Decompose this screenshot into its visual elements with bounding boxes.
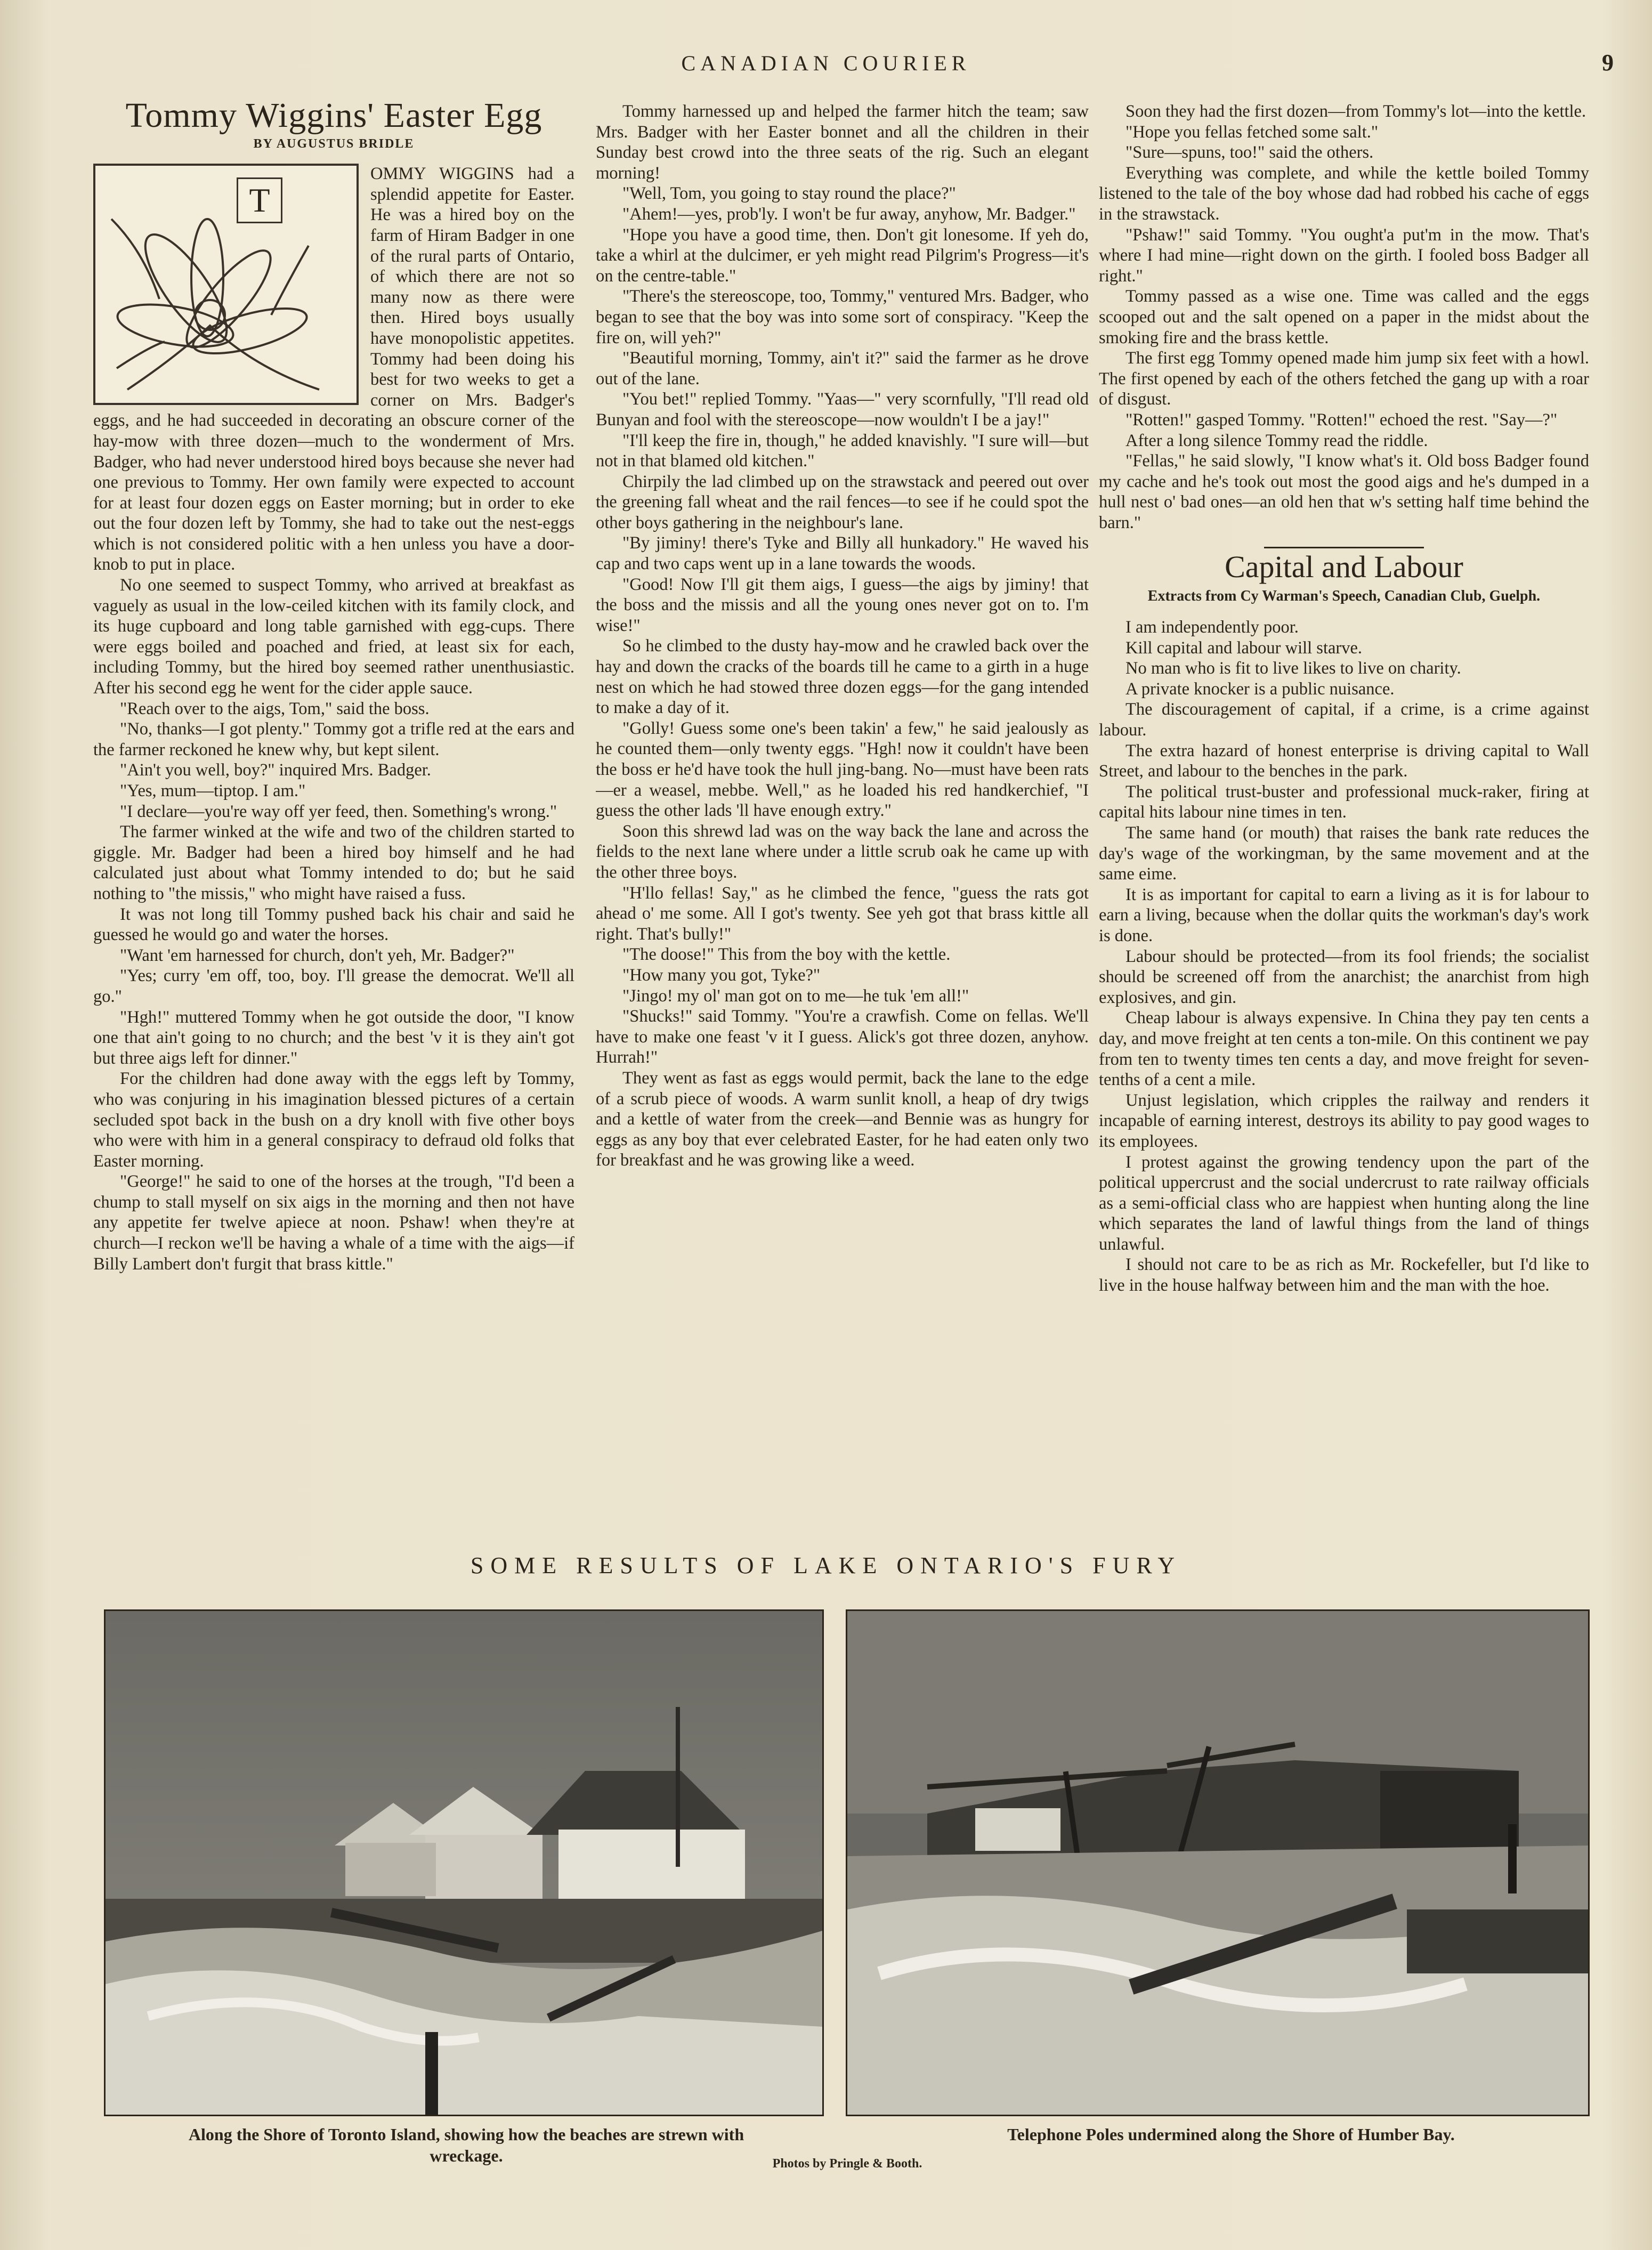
paragraph: Cheap labour is always expensive. In China they pay ten cents a day, and move freight at ten cents a ton-mile. On this continent we pay from ten to twenty times ten cents a day, and move freight for seven-tenths of a cent a mile. xyxy=(1099,1008,1589,1090)
paragraph: "By jiminy! there's Tyke and Billy all hunkadory." He waved his cap and two caps went up in a lane towards the woods. xyxy=(596,533,1089,574)
paragraph: Tommy harnessed up and helped the farmer hitch the team; saw Mrs. Badger with her Easter bonnet and all the children in their Sunday best crowd into the three seats of the rig. Such an elegant morning! xyxy=(596,102,1089,183)
paragraph: "Beautiful morning, Tommy, ain't it?" said the farmer as he drove out of the lane. xyxy=(596,349,1089,389)
paragraph: Soon they had the first dozen—from Tommy's lot—into the kettle. xyxy=(1125,102,1586,121)
paragraph: Labour should be protected—from its fool friends; the socialist should be screened off from the anarchist; the anarchist from high explosives, and gin. xyxy=(1099,946,1589,1007)
dropcap-letter: T xyxy=(237,177,282,223)
story2-text xyxy=(1099,617,1589,1296)
paragraph: Tommy passed as a wise one. Time was called and the eggs scooped out and the salt opened on a paper in the midst about the smoking fire and the brass kettle. xyxy=(1099,287,1589,347)
paragraph: "Jingo! my ol' man got on to me—he tuk 'em all!" xyxy=(622,986,969,1006)
shore-houses-image xyxy=(106,1611,822,2115)
paragraph: It is as important for capital to earn a living as it is for labour to earn a living, because when the dollar quits the workman's day's work is done. xyxy=(1099,885,1589,945)
photo-credit: Photos by Pringle & Booth. xyxy=(772,2157,922,2171)
paragraph: I protest against the growing tendency upon the part of the political uppercrust and the social undercrust to rate railway officials as a semi-official class who are happiest when hunting along the line which separates the land of lawful things from the land of things unlawful. xyxy=(1099,1152,1589,1254)
paragraph: The political trust-buster and professional muck-raker, firing at capital hits labour nine times in ten. xyxy=(1099,782,1589,822)
paragraph: "Want 'em harnessed for church, don't yeh, Mr. Badger?" xyxy=(120,945,515,965)
caption-right: Telephone Poles undermined along the Shore of Humber Bay. xyxy=(1007,2125,1455,2144)
paragraph: "Rotten!" gasped Tommy. "Rotten!" echoed the rest. "Say—?" xyxy=(1125,410,1558,430)
paragraph: I am independently poor. xyxy=(1125,618,1299,637)
paragraph: The extra hazard of honest enterprise is driving capital to Wall Street, and labour to the benches in the park. xyxy=(1099,741,1589,781)
paragraph: The discouragement of capital, if a crime, is a crime against labour. xyxy=(1099,700,1589,740)
column-3 xyxy=(1099,101,1589,1529)
paragraph: "Pshaw!" said Tommy. "You ought'a put'm in the mow. That's where I had mine—right down on the girth. I fooled boss Badger all right." xyxy=(1099,225,1589,286)
paragraph: "Hope you have a good time, then. Don't git lonesome. If yeh do, take a whirl at the dulcimer, er yeh might read Pilgrim's Progress—it's on the centre-table." xyxy=(596,225,1089,286)
paragraph: "How many you got, Tyke?" xyxy=(622,965,821,985)
paragraph: "Shucks!" said Tommy. "You're a crawfish. Come on fellas. We'll have to make one feast 'v it I guess. Alick's got three dozen, anyhow. Hurrah!" xyxy=(596,1007,1089,1067)
paragraph: "There's the stereoscope, too, Tommy," ventured Mrs. Badger, who began to see that the boy was into some sort of conspiracy. "Keep the fire on, will yeh?" xyxy=(596,287,1089,347)
paragraph: After a long silence Tommy read the riddle. xyxy=(1125,431,1428,450)
story-subtitle: Extracts from Cy Warman's Speech, Canadian Club, Guelph. xyxy=(1147,588,1541,605)
paragraph: "Ahem!—yes, prob'ly. I won't be fur away, anyhow, Mr. Badger." xyxy=(622,204,1076,224)
paragraph: OMMY WIGGINS had a splendid appetite for Easter. He was a hired boy on the farm of Hiram Badger in one of the rural parts of Ontario, of which there are not so many now as there were then. Hired boys usually have monopolistic appetites. Tommy had been doing his best for two weeks to get a corner on Mrs. Badger's eggs, and he had succeeded in decorating an obscure corner of the hay-mow with three dozen—much to the wonderment of Mrs. Badger, who had never understood hired boys because she never had one previous to Tommy. Her own family were expected to account for at least four dozen eggs on Easter morning; but in order to eke out the four dozen left by Tommy, she had to take out the nest-eggs which is not considered politic with a hen unless you have a door-knob to put in place. xyxy=(93,164,574,574)
paragraph: "Good! Now I'll git them aigs, I guess—the aigs by jiminy! that the boss and the missis and all the young ones never got on to. I'm wise!" xyxy=(596,574,1089,635)
paragraph: Unjust legislation, which cripples the railway and renders it incapable of earning interest, destroys its ability to pay good wages to its employees. xyxy=(1099,1090,1589,1151)
paragraph: It was not long till Tommy pushed back his chair and said he guessed he would go and water the horses. xyxy=(93,904,574,945)
paragraph: So he climbed to the dusty hay-mow and he crawled back over the hay and down the cracks of the boards till he came to a girth in a huge nest on which he had stowed three dozen eggs—for the gang intended to make a day of it. xyxy=(596,636,1089,718)
paragraph: Chirpily the lad climbed up on the strawstack and peered out over the greening fall wheat and the rail fences—to see if he could spot the other boys gathering in the neighbour's lane. xyxy=(596,472,1089,532)
paragraph: "Hope you fellas fetched some salt." xyxy=(1125,122,1379,142)
paragraph: "Yes; curry 'em off, too, boy. I'll grease the democrat. We'll all go." xyxy=(93,966,574,1006)
column-1 xyxy=(93,101,574,1529)
paragraph: "Sure—spuns, too!" said the others. xyxy=(1125,143,1374,163)
page-number: 9 xyxy=(1602,50,1614,76)
paragraph: "Fellas," he said slowly, "I know what's it. Old boss Badger found my cache and he's took out most the good aigs and he's dumped in a hull nest o' bad ones—an old hen that w's setting half time behind the barn." xyxy=(1099,451,1589,532)
dropcap-illustration xyxy=(93,164,359,405)
photo-toronto-island-shore xyxy=(104,1609,824,2116)
column-2 xyxy=(596,101,1089,1529)
section-divider xyxy=(1264,547,1424,548)
story1-text-part2 xyxy=(596,101,1089,1171)
paragraph: "Golly! Guess some one's been takin' a few," he said jealously as he counted them—only twenty eggs. "Hgh! now it couldn't have been the boss er he'd have took the hull jing-bang. No—must have been rats—er a weasel, mebbe. Well," as he loaded his red handkerchief, "I guess the other lads 'll have enough extry." xyxy=(596,718,1089,821)
paragraph: A private knocker is a public nuisance. xyxy=(1125,679,1395,699)
paragraph: "H'llo fellas! Say," as he climbed the fence, "guess the rats got ahead o' me some. All I got's twenty. See yeh got that brass kittle all right. That's bully!" xyxy=(596,883,1089,944)
paragraph: They went as fast as eggs would permit, back the lane to the edge of a scrub piece of woods. A warm sunlit knoll, a heap of dry twigs and a kettle of water from the creek—and Bennie was as hungry for eggs as any boy that ever celebrated Easter, for he had eaten only two for breakfast and he was growing like a weed. xyxy=(596,1068,1089,1170)
paragraph: Everything was complete, and while the kettle boiled Tommy listened to the tale of the boy whose dad had robbed his cache of eggs in the strawstack. xyxy=(1099,163,1589,224)
caption-left: Along the Shore of Toronto Island, showing how the beaches are strewn with wreckage. xyxy=(188,2125,744,2165)
photo-section-heading: SOME RESULTS OF LAKE ONTARIO'S FURY xyxy=(470,1552,1182,1579)
paragraph: "I'll keep the fire in, though," he added knavishly. "I sure will—but not in that blamed old kitchen." xyxy=(596,431,1089,471)
paragraph: "I declare—you're way off yer feed, then. Something's wrong." xyxy=(120,802,557,821)
paragraph: "You bet!" replied Tommy. "Yaas—" very scornfully, "I'll read old Bunyan and fool with the stereoscope—now wouldn't I be a jay!" xyxy=(596,390,1089,430)
paragraph: "George!" he said to one of the horses at the trough, "I'd been a chump to stall myself on six aigs in the morning and then not have any appetite fer twelve apiece at noon. Pshaw! when they're at church—I reckon we'll be having a whale of a time with the aigs—if Billy Lambert don't furgit that brass kittle." xyxy=(93,1172,574,1274)
paragraph: The first egg Tommy opened made him jump six feet with a howl. The first opened by each of the others fetched the gang up with a roar of disgust. xyxy=(1099,349,1589,409)
paragraph: Soon this shrewd lad was on the way back the lane and across the fields to the next lane where under a little scrub oak he came up with the other three boys. xyxy=(596,821,1089,882)
paragraph: No man who is fit to live likes to live on charity. xyxy=(1125,659,1461,678)
telephone-poles-image xyxy=(847,1611,1588,2115)
paragraph: For the children had done away with the eggs left by Tommy, who was conjuring in his imagination blessed pictures of a certain secluded spot back in the bush on a dry knoll with five other boys who were with him in a general conspiracy to defraud old folks that Easter morning. xyxy=(93,1069,574,1171)
paragraph: No one seemed to suspect Tommy, who arrived at breakfast as vaguely as usual in the low-ceiled kitchen with its family clock, and its huge cupboard and long table garnished with egg-cups. There were eggs boiled and poached and fried, at least six for each, including Tommy, but the hired boy seemed rather unenthusiastic. After his second egg he went for the cider apple sauce. xyxy=(93,576,574,698)
story-byline: BY AUGUSTUS BRIDLE xyxy=(253,136,415,151)
lily-flower-icon xyxy=(95,166,357,403)
paragraph: "No, thanks—I got plenty." Tommy got a trifle red at the ears and the farmer reckoned he knew why, but kept silent. xyxy=(93,719,574,759)
paragraph: "Ain't you well, boy?" inquired Mrs. Badger. xyxy=(120,760,431,780)
story-title-capital-labour: Capital and Labour xyxy=(1225,549,1463,585)
story1-text-part3 xyxy=(1099,101,1589,533)
story-title-tommy-wiggins: Tommy Wiggins' Easter Egg xyxy=(125,101,542,135)
paragraph: "Hgh!" muttered Tommy when he got outside the door, "I know one that ain't going to no church; and the best 'v it is they ain't got but three aigs left for dinner." xyxy=(93,1007,574,1068)
paragraph: "Well, Tom, you going to stay round the place?" xyxy=(622,184,956,204)
paragraph: "Yes, mum—tiptop. I am." xyxy=(120,781,306,800)
photo-humber-bay-shore xyxy=(846,1609,1590,2116)
paragraph: The farmer winked at the wife and two of the children started to giggle. Mr. Badger had been a hired boy himself and he had calculated just about what Tommy intended to do; but he said nothing to "the missis," who might have raised a fuss. xyxy=(93,822,574,903)
paragraph: Kill capital and labour will starve. xyxy=(1125,638,1363,658)
paragraph: "The doose!" This from the boy with the kettle. xyxy=(622,945,951,965)
paragraph: The same hand (or mouth) that raises the bank rate reduces the day's wage of the workingman, by the same movement and at the same eime. xyxy=(1099,823,1589,884)
paragraph: I should not care to be as rich as Mr. Rockefeller, but I'd like to live in the house halfway between him and the man with the hoe. xyxy=(1099,1255,1589,1296)
paragraph: "Reach over to the aigs, Tom," said the boss. xyxy=(120,699,430,718)
publication-header: CANADIAN COURIER xyxy=(681,51,971,75)
